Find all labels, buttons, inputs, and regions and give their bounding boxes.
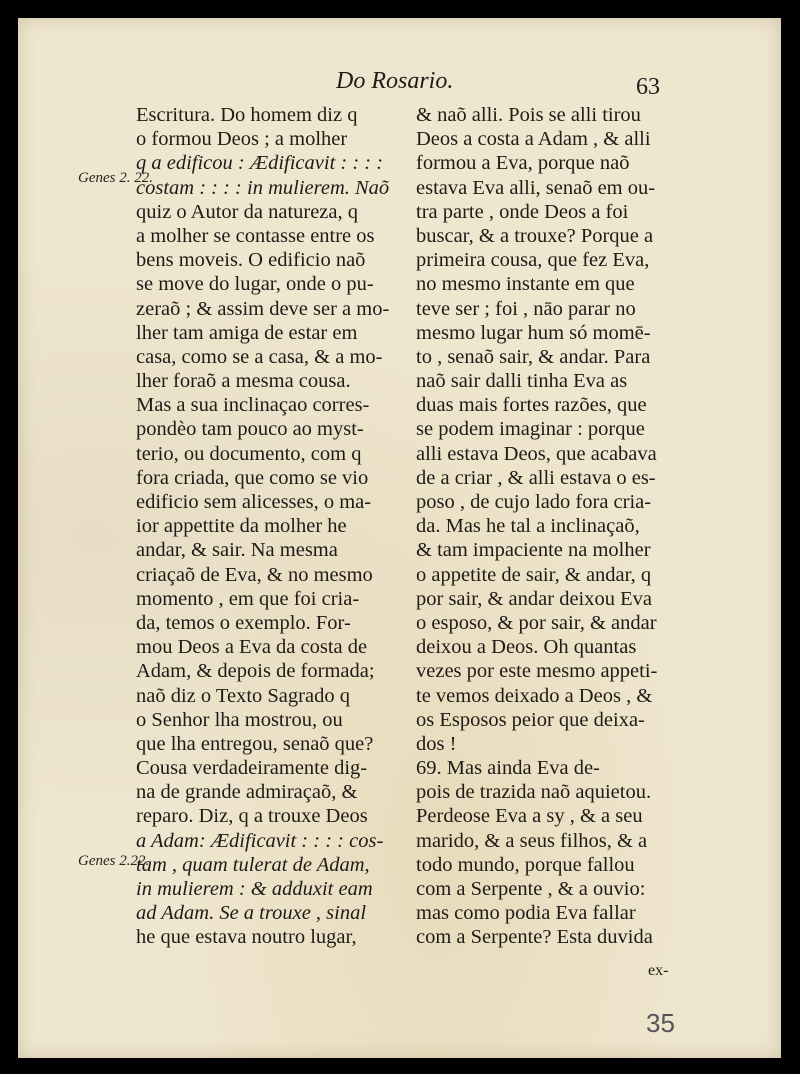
text-line: q a edificou : Ædificavit : : : : <box>136 152 384 175</box>
folio-mark: 35 <box>646 1008 675 1038</box>
text-line: todo mundo, porque fallou <box>416 853 635 876</box>
text-line: o formou Deos ; a molher <box>136 128 348 151</box>
text-line: de a criar , & alli estava o es- <box>416 466 656 489</box>
text-line: teve ser ; foi , nāo parar no <box>416 297 636 320</box>
margin-note: Genes 2.22. <box>78 853 150 869</box>
text-line: se move do lugar, onde o pu- <box>136 273 374 296</box>
text-line: to , senaõ sair, & andar. Para <box>416 345 651 368</box>
text-line: zeraõ ; & assim deve ser a mo- <box>136 297 390 320</box>
text-line: he que estava noutro lugar, <box>136 926 357 949</box>
text-line: naõ sair dalli tinha Eva as <box>416 370 628 393</box>
text-line: edificio sem alicesses, o ma- <box>136 491 372 513</box>
text-line: no mesmo instante em que <box>416 273 635 296</box>
running-title: Do Rosario. <box>336 68 454 94</box>
text-line: lher tam amiga de estar em <box>136 321 358 344</box>
text-line: dos ! <box>416 732 457 755</box>
text-line: por sair, & andar deixou Eva <box>416 587 652 610</box>
text-line: Adam, & depois de formada; <box>136 660 375 683</box>
right-text-column <box>416 103 686 950</box>
text-line: Mas a sua inclinaçao corres- <box>136 394 370 417</box>
text-line: vezes por este mesmo appeti- <box>416 660 658 683</box>
text-line: & naõ alli. Pois se alli tirou <box>416 104 641 126</box>
text-line: com a Serpente? Esta duvida <box>416 926 653 949</box>
text-line: mesmo lugar hum só momē- <box>416 321 651 344</box>
text-line: lher foraõ a mesma cousa. <box>136 370 351 393</box>
text-line: reparo. Diz, q a trouxe Deos <box>136 805 368 828</box>
text-line: bens moveis. O edificio naõ <box>136 249 366 272</box>
text-line: formou a Eva, porque naõ <box>416 152 630 175</box>
text-line: ad Adam. Se a trouxe , sinal <box>136 902 367 925</box>
text-line: tam , quam tulerat de Adam, <box>136 853 370 876</box>
catchword: ex- <box>648 962 669 979</box>
margin-note: Genes 2. 22. <box>78 170 153 186</box>
text-line: da. Mas he tal a inclinaçaõ, <box>416 515 640 538</box>
left-text-column <box>136 103 401 950</box>
text-line: o appetite de sair, & andar, q <box>416 563 652 586</box>
text-line: quiz o Autor da natureza, q <box>136 200 359 223</box>
text-line: costam : : : : in mulierem. Naõ <box>136 176 390 199</box>
text-line: poso , de cujo lado fora cria- <box>416 491 652 513</box>
text-line: criaçaõ de Eva, & no mesmo <box>136 563 373 586</box>
text-line: que lha entregou, senaõ que? <box>136 732 374 755</box>
text-line: duas mais fortes razões, que <box>416 394 647 417</box>
text-line: deixou a Deos. Oh quantas <box>416 636 637 659</box>
book-page <box>18 18 781 1058</box>
text-line: Escritura. Do homem diz q <box>136 104 358 126</box>
text-line: na de grande admiraçaõ, & <box>136 781 358 804</box>
text-line: o esposo, & por sair, & andar <box>416 611 657 634</box>
text-line: a molher se contasse entre os <box>136 224 375 247</box>
text-line: in mulierem : & adduxit eam <box>136 878 373 900</box>
text-line: momento , em que foi cria- <box>136 587 360 610</box>
text-line: pondèo tam pouco ao myst- <box>136 418 364 441</box>
text-line: os Esposos peior que deixa- <box>416 708 645 731</box>
text-line: naõ diz o Texto Sagrado q <box>136 684 350 707</box>
text-line: Deos a costa a Adam , & alli <box>416 128 651 151</box>
text-line: Perdeose Eva a sy , & a seu <box>416 805 643 828</box>
text-line: pois de trazida naõ aquietou. <box>416 781 652 804</box>
text-line: te vemos deixado a Deos , & <box>416 684 653 707</box>
text-line: alli estava Deos, que acabava <box>416 442 657 465</box>
text-line: terio, ou documento, com q <box>136 442 362 465</box>
text-line: o Senhor lha mostrou, ou <box>136 708 343 731</box>
text-line: mou Deos a Eva da costa de <box>136 636 368 659</box>
text-line: com a Serpente , & a ouvio: <box>416 878 646 900</box>
text-line: Cousa verdadeiramente dig- <box>136 757 368 780</box>
text-line: & tam impaciente na molher <box>416 539 651 562</box>
text-line: se podem imaginar : porque <box>416 418 645 441</box>
text-line: primeira cousa, que fez Eva, <box>416 249 650 272</box>
text-line: 69. Mas ainda Eva de- <box>416 757 600 780</box>
text-line: andar, & sair. Na mesma <box>136 539 338 562</box>
page-number: 63 <box>636 74 660 100</box>
text-line: buscar, & a trouxe? Porque a <box>416 224 654 247</box>
text-line: casa, como se a casa, & a mo- <box>136 345 383 368</box>
text-line: a Adam: Ædificavit : : : : cos- <box>136 829 384 852</box>
text-line: marido, & a seus filhos, & a <box>416 829 648 852</box>
text-line: da, temos o exemplo. For- <box>136 611 351 634</box>
text-line: fora criada, que como se vio <box>136 466 369 489</box>
text-line: estava Eva alli, senaõ em ou- <box>416 176 656 199</box>
text-line: tra parte , onde Deos a foi <box>416 200 629 223</box>
text-line: mas como podia Eva fallar <box>416 902 636 925</box>
text-line: ior appettite da molher he <box>136 515 347 538</box>
